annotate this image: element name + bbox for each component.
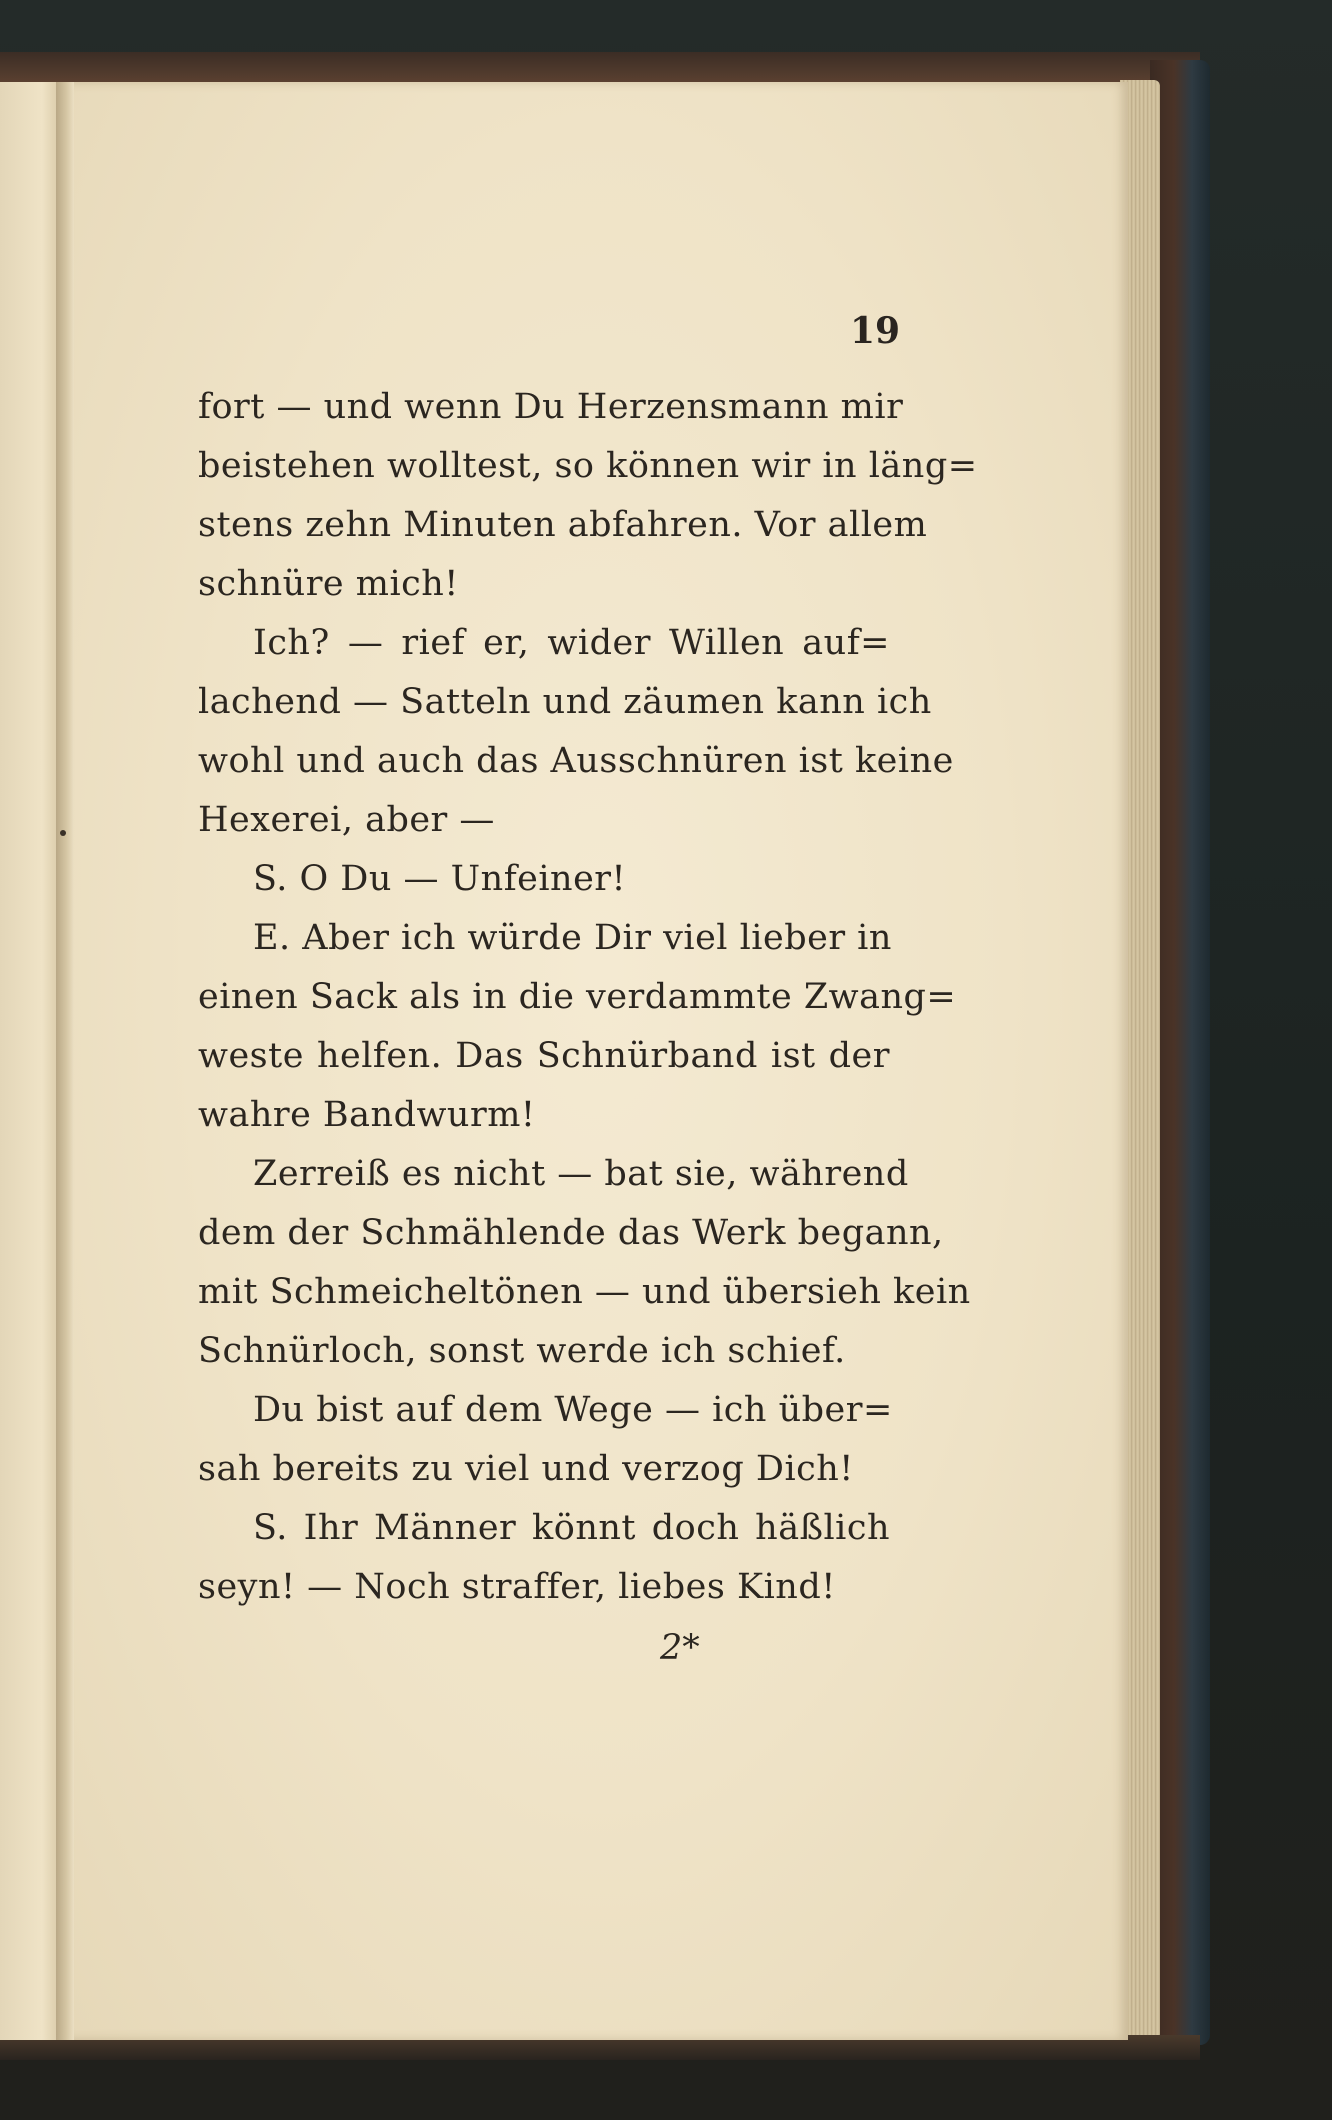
text-line: stens zehn Minuten abfahren. Vor allem (198, 505, 928, 545)
text-line: lachend — Satteln und zäumen kann ich (198, 682, 932, 722)
page-number: 19 (850, 310, 901, 352)
text-line: Schnürloch, sonst werde ich schief. (198, 1331, 846, 1371)
text-line: seyn! — Noch straffer, liebes Kind! (198, 1567, 836, 1607)
text-line: Du bist auf dem Wege — ich über= (253, 1390, 893, 1430)
previous-page-sliver (0, 82, 60, 2040)
text-line: wahre Bandwurm! (198, 1095, 536, 1135)
text-line: Zerreiß es nicht — bat sie, während (253, 1154, 909, 1194)
text-line: Ich? — rief er, wider Willen auf= (253, 623, 890, 663)
page-body-text (198, 378, 978, 1617)
text-line: Hexerei, aber — (198, 800, 495, 840)
text-line: weste helfen. Das Schnürband ist der (198, 1036, 890, 1076)
text-line: beistehen wolltest, so können wir in läng= (198, 446, 978, 486)
paper-speck (60, 830, 66, 836)
text-line: E. Aber ich würde Dir viel lieber in (253, 918, 892, 958)
text-line: wohl und auch das Ausschnüren ist keine (198, 741, 954, 781)
text-line: mit Schmeicheltönen — und übersieh kein (198, 1272, 971, 1312)
text-line: S. O Du — Unfeiner! (253, 859, 627, 899)
signature-mark: 2* (660, 1628, 700, 1668)
text-line: einen Sack als in die verdammte Zwang= (198, 977, 957, 1017)
text-line: schnüre mich! (198, 564, 459, 604)
text-line: sah bereits zu viel und verzog Dich! (198, 1449, 854, 1489)
text-line: S. Ihr Männer könnt doch häßlich (253, 1508, 890, 1548)
text-line: fort — und wenn Du Herzensmann mir (198, 387, 904, 427)
book-cover-top-edge (0, 52, 1200, 82)
page-gutter (56, 82, 74, 2040)
text-line: dem der Schmählende das Werk begann, (198, 1213, 944, 1253)
